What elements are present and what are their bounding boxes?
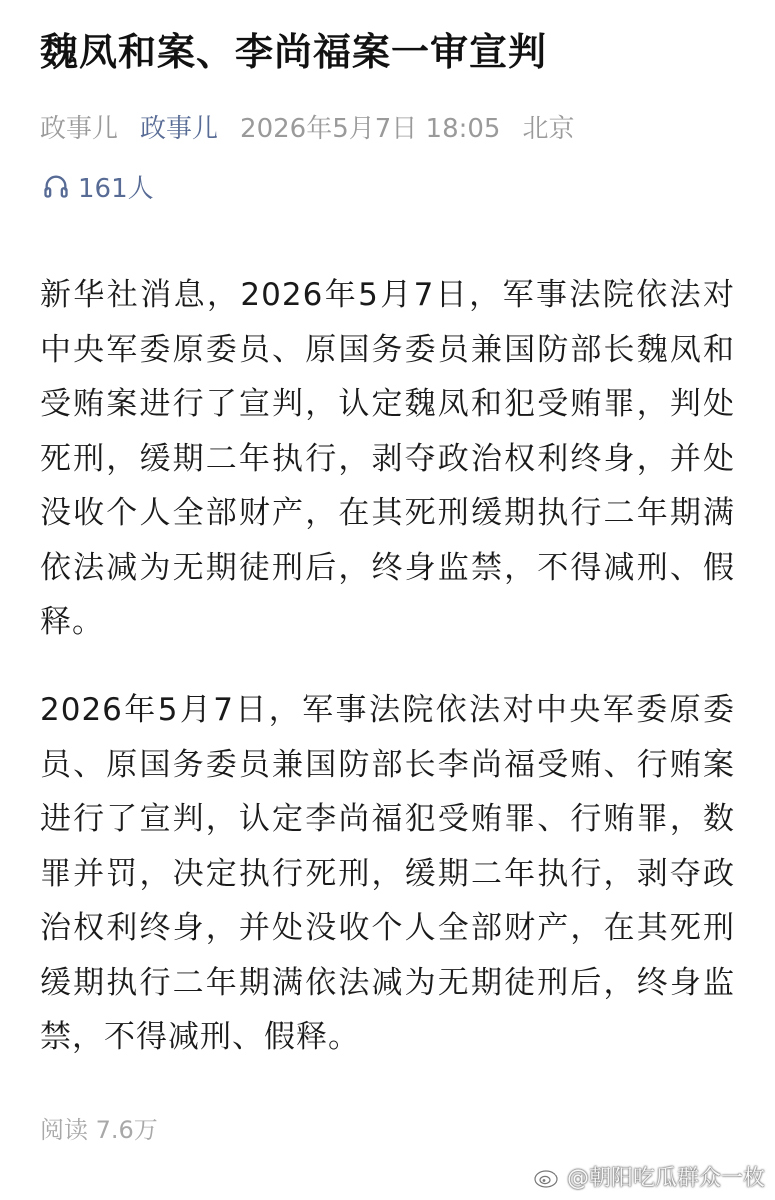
headphones-icon [42, 172, 70, 200]
account-link[interactable]: 政事儿 [140, 113, 219, 144]
article-paragraph: 2026年5月7日，军事法院依法对中央军委原委员、原国务委员兼国防部长李尚福受贿、行贿案进行了宣判，认定李尚福犯受贿罪、行贿罪，数罪并罚，决定执行死刑，缓期二年执行，剥夺政治权利终身，并处没收个人全部财产，在其死刑缓期执行二年期满依法减为无期徒刑后，终身监禁，不得减刑、假释。 [40, 692, 735, 1055]
listen-count: 161人 [78, 173, 154, 204]
listen-button[interactable] [42, 164, 154, 208]
article-paragraph: 新华社消息，2026年5月7日，军事法院依法对中央军委原委员、原国务委员兼国防部长魏凤和受贿案进行了宣判，认定魏凤和犯受贿罪，判处死刑，缓期二年执行，剥夺政治权利终身，并处没收个人全部财产，在其死刑缓期执行二年期满依法减为无期徒刑后，终身监禁，不得减刑、假释。 [40, 277, 735, 640]
weibo-icon [533, 1164, 563, 1190]
read-count: 阅读 7.6万 [40, 1116, 158, 1144]
article-author: 政事儿 [40, 113, 119, 144]
watermark-text: @朝阳吃瓜群众一枚 [566, 1166, 765, 1191]
article-title: 魏凤和案、李尚福案一审宣判 [40, 30, 548, 74]
publish-datetime: 2026年5月7日 18:05 [240, 113, 501, 144]
article-meta [40, 104, 597, 148]
weibo-watermark [533, 1161, 765, 1192]
publish-location: 北京 [522, 113, 575, 144]
